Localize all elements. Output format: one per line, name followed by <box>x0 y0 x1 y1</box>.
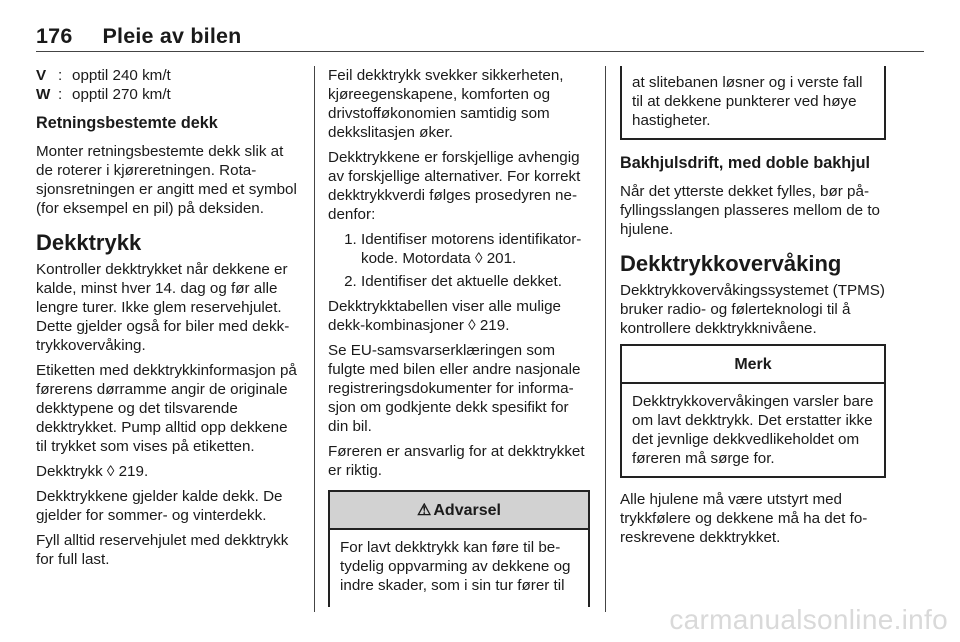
tyre-pressure-paragraph: Dekktrykkene gjelder kalde dekk. De gjelder for sommer- og vinterdekk. <box>36 488 283 524</box>
tpms-heading: Dekktrykkovervåking <box>620 251 842 276</box>
header-divider <box>36 51 924 52</box>
tpms-text: Dekktrykkovervåkingssystemet (TPMS) bruker radio- og følerteknologi til å kontrollere dekktrykknivåene. <box>620 282 885 337</box>
speed-code-sep: : <box>58 67 63 84</box>
warning-box-body <box>622 66 884 138</box>
paragraph: Føreren er ansvarlig for at dekktrykket er riktig. <box>328 443 585 479</box>
note-box <box>620 344 886 478</box>
paragraph: Se EU-samsvarserklæringen som fulgte med bilen eller andre nasjonale registreringsdokumenter for informasjon om godkjente dekk spesifikt for din bil. <box>328 342 581 435</box>
column-divider-1 <box>314 66 315 612</box>
speed-code-value: opptil 270 km/t <box>72 86 171 103</box>
tyre-pressure-paragraph: Etiketten med dekktrykkinformasjon på førerens dørramme angir de originale dekktypene og det tilsvarende dekktrykket. Pump alltid opp dekkene til trykket som vises på etiketten. <box>36 362 297 455</box>
tyre-pressure-paragraph: Fyll alltid reservehjulet med dekktrykk for full last. <box>36 532 289 568</box>
page-number: 176 <box>36 24 73 48</box>
directional-tyres-text: Monter retningsbestemte dekk slik at de roterer i kjøreretningen. Rotasjonsretningen er angitt med et symbol (for eksempel en pil) på deksiden. <box>36 143 297 217</box>
watermark: carmanualsonline.info <box>669 604 948 635</box>
speed-code-key: V <box>36 67 47 84</box>
warning-box-continued <box>620 66 886 140</box>
procedure-step: 1. Identifiser motorens identifikatorkode. Motordata ◊ 201. <box>361 230 590 268</box>
speed-code-row <box>36 66 300 85</box>
note-box-header: Merk <box>622 346 884 384</box>
speed-code-key: W <box>36 86 51 103</box>
procedure-step: 2. Identifiser det aktuelle dekket. <box>361 272 590 291</box>
final-paragraph: Alle hjulene må være utstyrt med trykkfølere og dekkene må ha det foreskrevene dekktrykket. <box>620 491 868 546</box>
warning-icon: ⚠ <box>417 502 432 519</box>
paragraph: Feil dekktrykk svekker sikkerheten, kjøreegenskapene, komforten og drivstofføkonomien samtidig som dekkslitasjen øker. <box>328 67 564 141</box>
paragraph: Dekktrykkene er forskjellige avhengig av forskjellige alternativer. For korrekt dekktrykkverdi følges prosedyren nedenfor: <box>328 149 581 223</box>
speed-code-value: opptil 240 km/t <box>72 67 171 84</box>
note-text: Dekktrykkovervåkingen varsler bare om lavt dekktrykk. Det erstatter ikke det jevnlige dekkvedlikeholdet om føreren må sørge for. <box>632 393 874 467</box>
paragraph: Dekktrykktabellen viser alle mulige dekk-kombinasjoner ◊ 219. <box>328 298 561 334</box>
warning-title: Advarsel <box>433 502 501 519</box>
warning-text-continued: at slitebanen løsner og i verste fall til at dekkene punkterer ved høye hastigheter. <box>632 74 863 129</box>
speed-code-sep: : <box>58 86 63 103</box>
note-box-body <box>622 384 884 476</box>
rear-wheel-drive-text: Når det ytterste dekket fylles, bør påfyllingsslangen plasseres mellom de to hjulene. <box>620 183 881 238</box>
tyre-pressure-paragraph: Kontroller dekktrykket når dekkene er kalde, minst hver 14. dag og før alle lengre turer. Ikke glem reservehjulet. Dette gjelder også for biler med dekktrykkovervåking. <box>36 261 290 354</box>
section-title: Pleie av bilen <box>102 24 242 48</box>
column-3 <box>620 66 886 553</box>
directional-tyres-heading: Retningsbestemte dekk <box>36 114 218 132</box>
page-header <box>36 24 242 49</box>
warning-text: For lavt dekktrykk kan føre til betydelig oppvarming av dekkene og indre skader, som i sin tur fører til <box>340 539 571 594</box>
speed-code-row <box>36 85 300 104</box>
warning-box-header <box>330 492 588 530</box>
column-1 <box>36 66 300 575</box>
rear-wheel-drive-heading: Bakhjulsdrift, med doble bakhjul <box>620 154 871 172</box>
procedure-list <box>328 230 590 291</box>
column-divider-2 <box>605 66 606 612</box>
column-2 <box>328 66 590 607</box>
tyre-pressure-reference: Dekktrykk ◊ 219. <box>36 463 149 480</box>
warning-box <box>328 490 590 607</box>
warning-box-body <box>330 530 588 603</box>
tyre-pressure-heading: Dekktrykk <box>36 230 142 255</box>
